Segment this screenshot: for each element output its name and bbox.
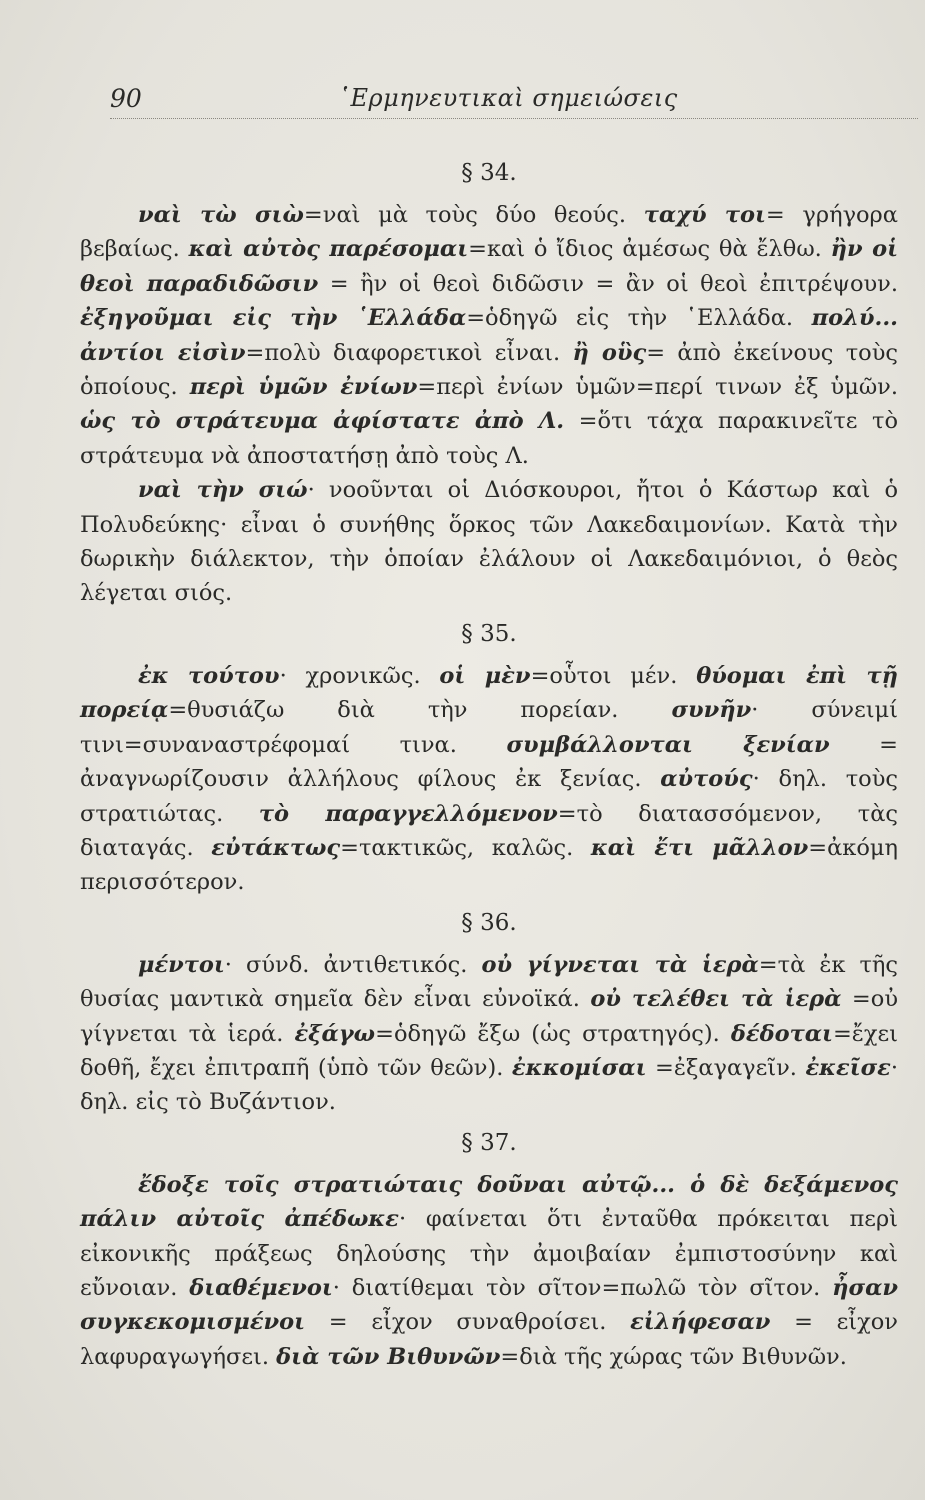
greek-lemma: ναὶ τὼ σιὼ [138, 202, 304, 228]
commentary-paragraph [80, 198, 898, 473]
gloss-text: = εἶχον λαφυραγωγήσει. [80, 1309, 898, 1370]
greek-lemma: ἐκκομίσαι [511, 1054, 647, 1081]
section-heading: § 35. [461, 620, 517, 647]
gloss-text: · φαίνεται ὅτι ἐνταῦθα πρόκειται περὶ εἰκονικῆς πράξεως δηλούσης τὴν ἀμοιβαίαν ἐμπιστοσύνην καὶ εὔνοιαν. [80, 1206, 898, 1301]
greek-lemma: διαθέμενοι [189, 1274, 333, 1301]
gloss-text: =ἐξαγαγεῖν. [646, 1054, 806, 1081]
page-header [110, 78, 918, 119]
gloss-text: · δηλ. τοὺς στρατιώτας. [80, 766, 899, 827]
gloss-text: · διατίθεμαι τὸν σῖτον=πωλῶ τὸν σῖτον. [332, 1274, 833, 1301]
gloss-text: = ἀπὸ ἐκείνους τοὺς ὁποίους. [80, 339, 898, 401]
greek-lemma: καὶ αὐτὸς παρέσομαι [188, 236, 469, 263]
gloss-text: =ὅτι τάχα παρακινεῖτε τὸ στράτευμα νὰ ἀποστατήσῃ ἀπὸ τοὺς Λ. [80, 408, 898, 469]
gloss-text: =ἔχει δοθῆ, ἔχει ἐπιτραπῆ (ὑπὸ τῶν θεῶν). [80, 1020, 898, 1081]
greek-lemma: οἱ μὲν [439, 662, 531, 689]
greek-lemma: ἐξηγοῦμαι εἰς τὴν ῾Ελλάδα [80, 305, 467, 332]
gloss-text: =ναὶ μὰ τοὺς δύο θεούς. [303, 202, 644, 228]
greek-lemma: ταχύ τοι [643, 202, 766, 228]
greek-lemma: καὶ ἔτι μᾶλλον [590, 834, 809, 861]
gloss-text: = γρήγορα βεβαίως. [80, 202, 898, 263]
gloss-text: =διὰ τῆς χώρας τῶν Βιθυνῶν. [500, 1343, 847, 1370]
gloss-text: =τὰ ἐκ τῆς θυσίας μαντικὰ σημεῖα δὲν εἶναι εὐνοϊκά. [80, 951, 899, 1013]
gloss-text: · νοοῦνται οἱ Διόσκουροι, ἤτοι ὁ Κάστωρ καὶ ὁ Πολυδεύκης· εἶναι ὁ συνήθης ὅρκος τῶν Λακεδαιμονίων. Κατὰ τὴν δωρικὴν διάλεκτον, τὴν ὁποίαν ἐλάλουν οἱ Λακεδαιμόνιοι, ὁ θεὸς λέγεται σιός. [80, 477, 898, 607]
gloss-text: =πολὺ διαφορετικοὶ εἶναι. [245, 339, 573, 366]
commentary-paragraph [80, 473, 898, 611]
page-number: 90 [110, 84, 142, 113]
greek-lemma: εἰλήφεσαν [630, 1309, 771, 1336]
commentary-paragraph [80, 1168, 898, 1374]
greek-lemma: ἦσαν συγκεκομισμένοι [80, 1274, 898, 1336]
gloss-text: = ἀναγνωρίζουσιν ἀλλήλους φίλους ἐκ ξενίας. [80, 731, 898, 793]
gloss-text: =τὸ διατασσόμενον, τὰς διαταγάς. [80, 800, 898, 861]
greek-lemma: ναὶ τὴν σιώ [138, 477, 308, 504]
greek-lemma: αὐτούς [660, 766, 753, 793]
section-heading: § 34. [461, 160, 517, 186]
commentary-paragraph [80, 948, 898, 1120]
running-title: ῾Ερμηνευτικαὶ σημειώσεις [338, 84, 678, 112]
greek-lemma: οὐ τελέθει τὰ ἱερὰ [590, 986, 842, 1013]
greek-lemma: ἔδοξε τοῖς στρατιώταις δοῦναι αὐτῷ... ὁ δὲ δεξάμενος πάλιν αὐτοῖς ἀπέδωκε [80, 1171, 898, 1233]
gloss-text: =ἀκόμη περισσότερον. [80, 834, 898, 896]
gloss-text: =οὐ γίγνεται τὰ ἱερά. [80, 986, 898, 1047]
gloss-text: =περὶ ἐνίων ὑμῶν=περί τινων ἐξ ὑμῶν. [417, 374, 899, 401]
greek-lemma: πολύ... ἀντίοι εἰσὶν [80, 305, 898, 366]
gloss-text: =ὁδηγῶ ἔξω (ὡς στρατηγός). [375, 1020, 731, 1047]
commentary-paragraph [80, 659, 898, 900]
greek-lemma: θύομαι ἐπὶ τῇ πορείᾳ [80, 662, 898, 724]
greek-lemma: διὰ τῶν Βιθυνῶν [276, 1343, 501, 1370]
gloss-text: =τακτικῶς, καλῶς. [340, 834, 591, 861]
greek-lemma: ὡς τὸ στράτευμα ἀφίστατε ἀπὸ Λ. [80, 408, 565, 435]
gloss-text: =θυσιάζω διὰ τὴν πορείαν. [168, 697, 672, 724]
greek-lemma: ἢν οἱ θεοὶ παραδιδῶσιν [80, 236, 898, 297]
greek-lemma: οὐ γίγνεται τὰ ἱερὰ [481, 951, 759, 978]
greek-lemma: μέντοι [138, 951, 225, 978]
greek-lemma: ἐκεῖσε [805, 1054, 891, 1081]
greek-lemma: τὸ παραγγελλόμενον [258, 800, 558, 827]
greek-lemma: περὶ ὑμῶν ἐνίων [189, 374, 418, 401]
section-heading: § 37. [461, 1129, 517, 1156]
gloss-text: =ὁδηγῶ εἰς τὴν ῾Ελλάδα. [466, 305, 812, 332]
greek-lemma: δέδοται [730, 1020, 833, 1047]
gloss-text: · δηλ. εἰς τὸ Βυζάντιον. [80, 1054, 898, 1116]
gloss-text: = εἶχον συναθροίσει. [305, 1309, 631, 1336]
greek-lemma: ἢ οὓς [572, 339, 647, 366]
greek-lemma: συνῆν [671, 697, 752, 724]
greek-lemma: ἐκ τούτου [138, 662, 280, 689]
gloss-text: =οὗτοι μέν. [530, 662, 697, 689]
greek-lemma: συμβάλλονται ξενίαν [506, 731, 830, 758]
section-heading: § 36. [461, 909, 517, 936]
gloss-text: · χρονικῶς. [279, 662, 440, 689]
page-body [80, 150, 898, 1374]
gloss-text: · σύνδ. ἀντιθετικός. [224, 951, 482, 978]
greek-lemma: εὐτάκτως [211, 834, 341, 861]
greek-lemma: ἐξάγω [294, 1020, 376, 1047]
gloss-text: · σύνειμί τινι=συναναστρέφομαί τινα. [80, 697, 898, 758]
gloss-text: =καὶ ὁ ἴδιος ἀμέσως θὰ ἔλθω. [468, 236, 831, 263]
gloss-text: = ἢν οἱ θεοὶ διδῶσιν = ἂν οἱ θεοὶ ἐπιτρέψουν. [318, 270, 898, 297]
